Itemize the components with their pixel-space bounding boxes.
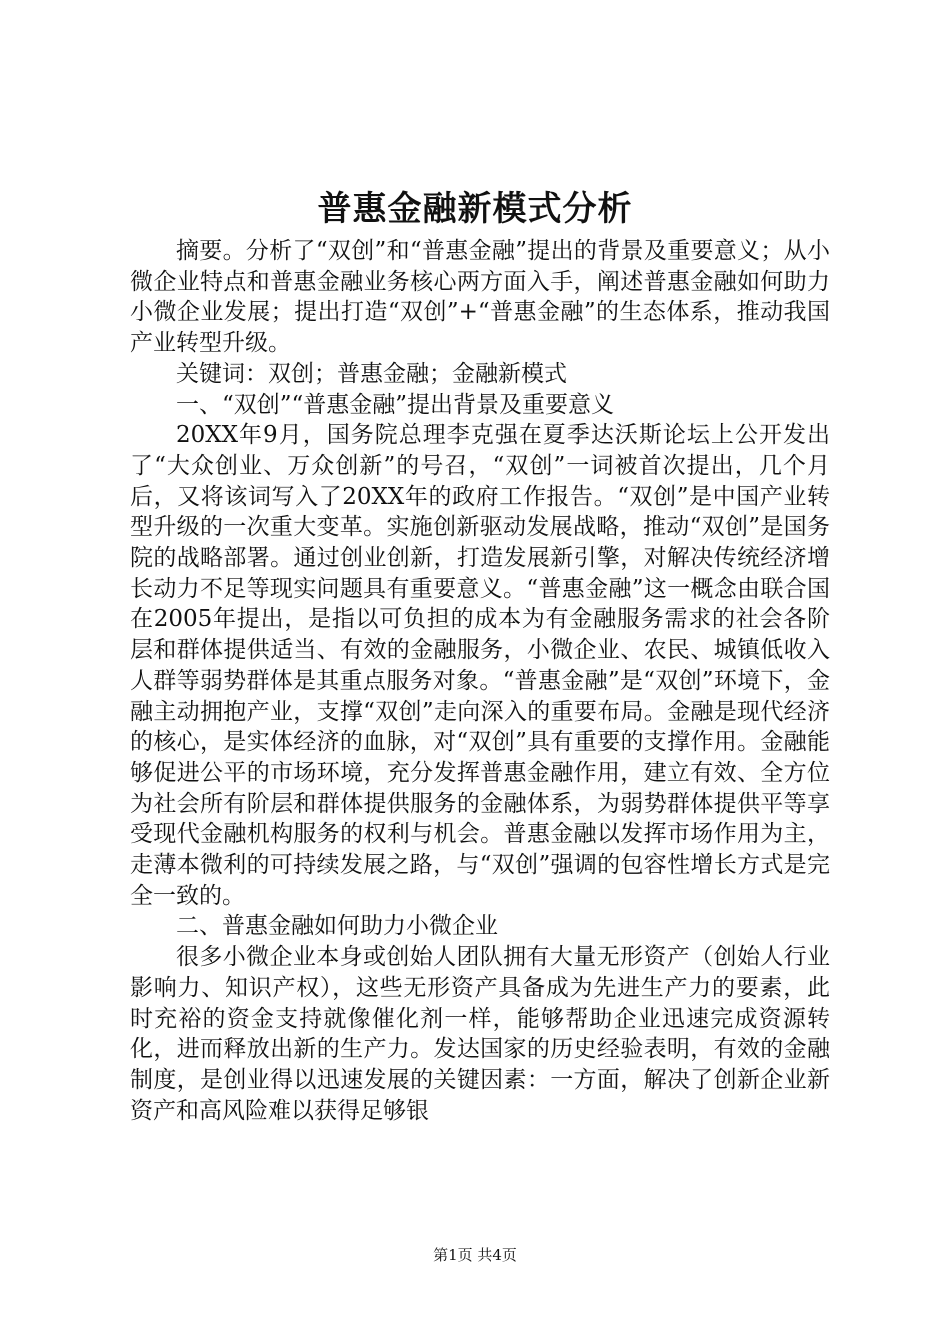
page-footer: 第1页 共4页 bbox=[433, 1246, 517, 1264]
section-heading-1: 一、“双创”“普惠金融”提出背景及重要意义 bbox=[176, 391, 615, 418]
keywords-paragraph: 关键词：双创；普惠金融；金融新模式 bbox=[176, 360, 567, 387]
abstract-paragraph: 摘要。分析了“双创”和“普惠金融”提出的背景及重要意义；从小微企业特点和普惠金融业务核心两方面入手，阐述普惠金融如何助力小微企业发展；提出打造“双创”+“普惠金融”的生态体系，推动我国产业转型升级。 bbox=[130, 238, 830, 357]
document-body bbox=[130, 236, 830, 1126]
body-paragraph: 很多小微企业本身或创始人团队拥有大量无形资产（创始人行业影响力、知识产权），这些无形资产具备成为先进生产力的要素，此时充裕的资金支持就像催化剂一样，能够帮助企业迅速完成资源转化，进而释放出新的生产力。发达国家的历史经验表明，有效的金融制度，是创业得以迅速发展的关键因素：一方面，解决了创新企业新资产和高风险难以获得足够银 bbox=[130, 944, 830, 1124]
section-heading-2: 二、普惠金融如何助力小微企业 bbox=[176, 913, 498, 940]
document-title: 普惠金融新模式分析 bbox=[317, 189, 633, 229]
body-paragraph: 20XX年9月，国务院总理李克强在夏季达沃斯论坛上公开发出了“大众创业、万众创新”的号召，“双创”一词被首次提出，几个月后，又将该词写入了20XX年的政府工作报告。“双创”是中国产业转型升级的一次重大变革。实施创新驱动发展战略，推动“双创”是国务院的战略部署。通过创业创新，打造发展新引擎，对解决传统经济增长动力不足等现实问题具有重要意义。“普惠金融”这一概念由联合国在2005年提出，是指以可负担的成本为有金融服务需求的社会各阶层和群体提供适当、有效的金融服务，小微企业、农民、城镇低收入人群等弱势群体是其重点服务对象。“普惠金融”是“双创”环境下，金融主动拥抱产业，支撑“双创”走向深入的重要布局。金融是现代经济的核心，是实体经济的血脉，对“双创”具有重要的支撑作用。金融能够促进公平的市场环境，充分发挥普惠金融作用，建立有效、全方位为社会所有阶层和群体提供服务的金融体系，为弱势群体提供平等享受现代金融机构服务的权利与机会。普惠金融以发挥市场作用为主，走薄本微利的可持续发展之路，与“双创”强调的包容性增长方式是完全一致的。 bbox=[130, 422, 830, 909]
